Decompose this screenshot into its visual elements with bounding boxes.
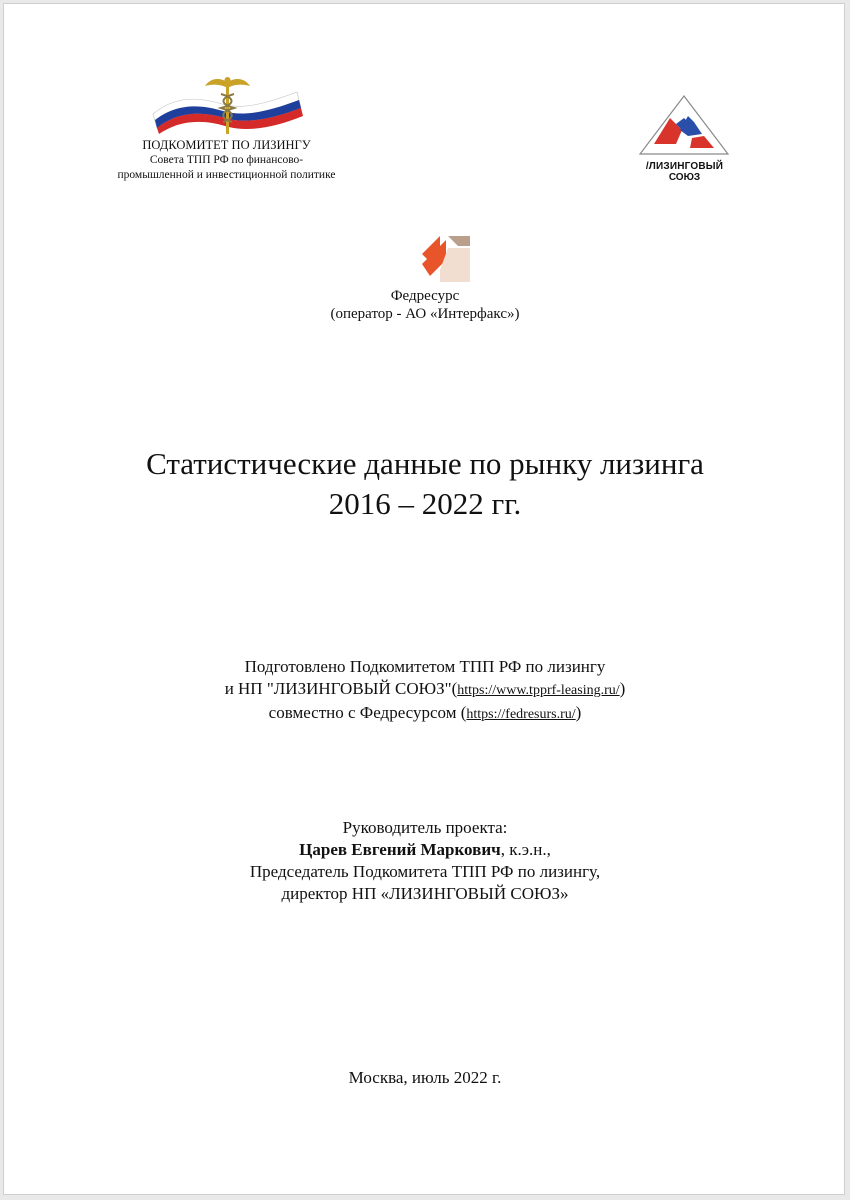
document-title-line2: 2016 – 2022 гг. (328, 486, 522, 521)
document-page (3, 3, 845, 1195)
fedresurs-link[interactable]: https://fedresurs.ru/ (466, 707, 576, 722)
prepared-by-block (124, 656, 726, 726)
project-leader-block (124, 817, 726, 905)
prepared-line2-text: и НП "ЛИЗИНГОВЫЙ СОЮЗ"( (224, 679, 458, 698)
leader-position2: директор НП «ЛИЗИНГОВЫЙ СОЮЗ» (281, 884, 569, 903)
leasing-union-name-line2: СОЮЗ (668, 172, 701, 183)
fedresurs-name: Федресурс (390, 288, 460, 304)
prepared-line3-text: совместно с Федресурсом ( (268, 703, 467, 722)
subcommittee-name: ПОДКОМИТЕТ ПО ЛИЗИНГУ (142, 138, 311, 152)
leader-position1: Председатель Подкомитета ТПП РФ по лизингу, (249, 862, 601, 881)
fedresurs-operator: (оператор - АО «Интерфакс») (330, 306, 520, 322)
prepared-line2 (124, 678, 726, 702)
prepared-line3-end: ) (575, 703, 582, 722)
prepared-line2-end: ) (619, 679, 626, 698)
leasing-union-name-line1: /ЛИЗИНГОВЫЙ (645, 161, 724, 172)
leader-name: Царев Евгений Маркович (299, 840, 501, 859)
leasing-union-logo (632, 94, 737, 183)
document-title-line1: Статистические данные по рынку лизинга (146, 446, 704, 481)
leader-label: Руководитель проекта: (342, 818, 508, 837)
subcommittee-flag-emblem-icon (147, 74, 307, 136)
prepared-line3 (124, 702, 726, 726)
fedresurs-logo-icon (418, 230, 476, 293)
place-date: Москва, июль 2022 г. (348, 1068, 502, 1087)
prepared-line1: Подготовлено Подкомитетом ТПП РФ по лизингу (244, 657, 606, 676)
leader-name-line (124, 839, 726, 861)
leasing-union-triangle-icon (632, 94, 737, 156)
tpprf-leasing-link[interactable]: https://www.tpprf-leasing.ru/ (457, 683, 620, 698)
document-title (84, 444, 766, 524)
subcommittee-council: Совета ТПП РФ по финансово- (149, 154, 304, 166)
leader-degree: , к.э.н., (500, 840, 551, 859)
subcommittee-logo-block (99, 74, 354, 183)
subcommittee-policy: промышленной и инвестиционной политике (117, 169, 336, 181)
